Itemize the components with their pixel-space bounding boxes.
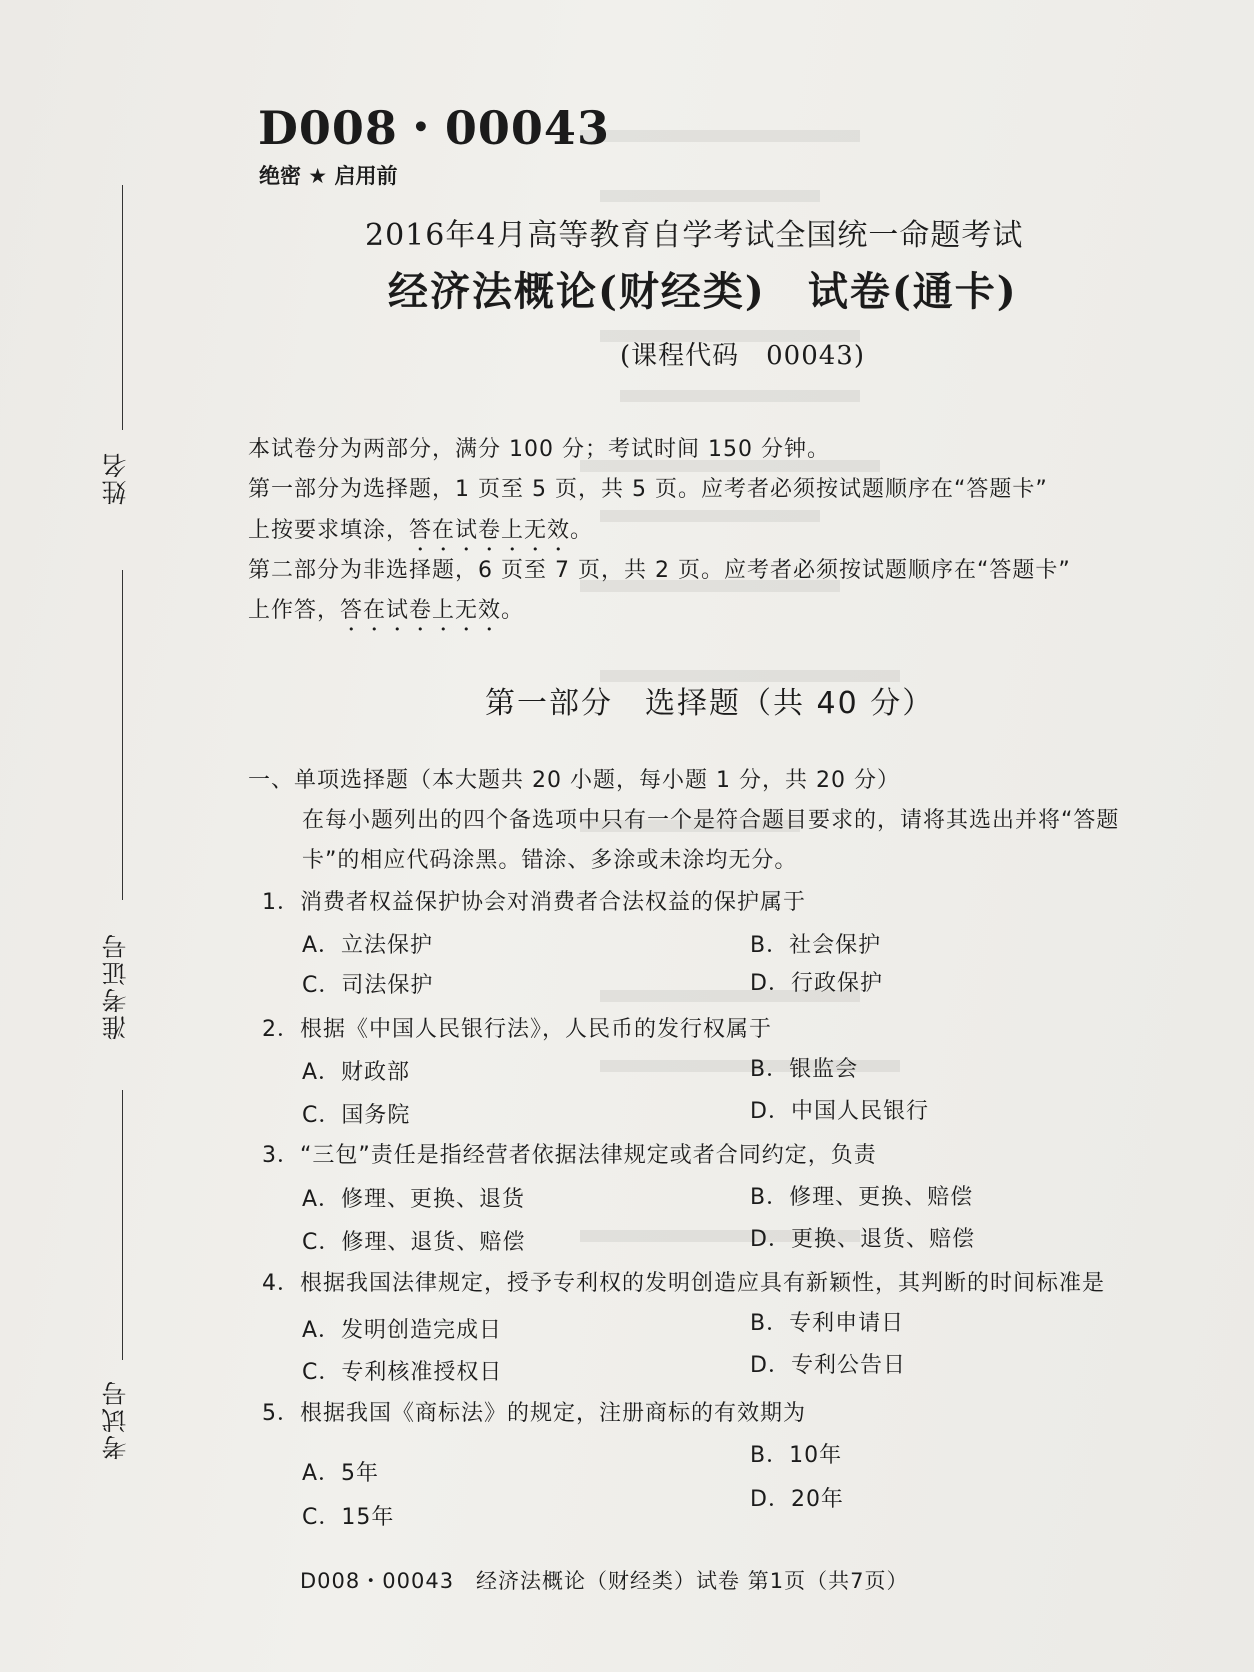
option-a: A．财政部 bbox=[302, 1060, 411, 1085]
option-c: C．国务院 bbox=[302, 1103, 411, 1128]
emphasis-text: 答在试卷上无效 bbox=[340, 598, 502, 623]
option-d: D．专利公告日 bbox=[750, 1353, 906, 1378]
intro-line bbox=[248, 513, 593, 556]
option-d: D．中国人民银行 bbox=[750, 1099, 929, 1124]
emphasis-text: 答在试卷上无效 bbox=[409, 518, 571, 543]
paper-title: 经济法概论(财经类) 试卷(通卡) bbox=[388, 268, 1018, 315]
intro-line: 本试卷分为两部分，满分 100 分；考试时间 150 分钟。 bbox=[248, 437, 830, 462]
question-stem: 2．根据《中国人民银行法》，人民币的发行权属于 bbox=[262, 1017, 772, 1042]
intro-text: 上按要求填涂， bbox=[248, 518, 410, 543]
intro-line: 第二部分为非选择题，6 页至 7 页，共 2 页。应考者必须按试题顺序在“答题卡” bbox=[248, 558, 1071, 583]
admission-label: 准考证号 bbox=[101, 932, 130, 1040]
option-a: A．5年 bbox=[302, 1461, 380, 1486]
option-b: B．修理、更换、赔偿 bbox=[750, 1185, 974, 1210]
option-d: D．行政保护 bbox=[750, 971, 883, 996]
intro-line: 第一部分为选择题，1 页至 5 页，共 5 页。应考者必须按试题顺序在“答题卡” bbox=[248, 477, 1048, 502]
option-a: A．修理、更换、退货 bbox=[302, 1187, 526, 1212]
option-c: C．修理、退货、赔偿 bbox=[302, 1230, 526, 1255]
section-heading: 一、单项选择题（本大题共 20 小题，每小题 1 分，共 20 分） bbox=[248, 768, 900, 793]
instruction-line: 在每小题列出的四个备选项中只有一个是符合题目要求的，请将其选出并将“答题 bbox=[302, 808, 1120, 833]
part-title: 第一部分 选择题（共 40 分） bbox=[485, 686, 935, 721]
option-c: C．专利核准授权日 bbox=[302, 1360, 503, 1385]
admission-write-line bbox=[122, 570, 123, 900]
page-footer: D008・00043 经济法概论（财经类）试卷 第1页（共7页） bbox=[300, 1569, 909, 1593]
option-a: A．立法保护 bbox=[302, 933, 434, 958]
option-a: A．发明创造完成日 bbox=[302, 1318, 503, 1343]
question-stem: 4．根据我国法律规定，授予专利权的发明创造应具有新颖性，其判断的时间标准是 bbox=[262, 1271, 1105, 1296]
question-stem: 3．“三包”责任是指经营者依据法律规定或者合同约定，负责 bbox=[262, 1143, 877, 1168]
intro-text: 。 bbox=[501, 598, 525, 623]
instruction-line: 卡”的相应代码涂黑。错涂、多涂或未涂均无分。 bbox=[302, 848, 798, 873]
option-b: B．社会保护 bbox=[750, 933, 882, 958]
question-stem: 5．根据我国《商标法》的规定，注册商标的有效期为 bbox=[262, 1401, 806, 1426]
option-b: B．银监会 bbox=[750, 1057, 859, 1082]
question-stem: 1．消费者权益保护协会对消费者合法权益的保护属于 bbox=[262, 890, 806, 915]
confidential-mark: 绝密 ★ 启用前 bbox=[259, 164, 398, 188]
intro-text: 。 bbox=[570, 518, 594, 543]
course-code: (课程代码 00043) bbox=[620, 341, 865, 371]
intro-text: 上作答， bbox=[248, 598, 341, 623]
name-write-line bbox=[122, 185, 123, 430]
option-d: D．更换、退货、赔偿 bbox=[750, 1227, 975, 1252]
exam-no-label: 考试号 bbox=[101, 1379, 130, 1460]
option-c: C．15年 bbox=[302, 1505, 395, 1530]
option-d: D．20年 bbox=[750, 1487, 844, 1512]
option-b: B．10年 bbox=[750, 1443, 843, 1468]
intro-line bbox=[248, 593, 524, 636]
option-c: C．司法保护 bbox=[302, 973, 434, 998]
name-field bbox=[98, 185, 138, 505]
exam-no-field bbox=[98, 1090, 138, 1460]
exam-title: 2016年4月高等教育自学考试全国统一命题考试 bbox=[365, 218, 1024, 253]
paper-code: D008・00043 bbox=[258, 101, 610, 155]
exam-no-write-line bbox=[122, 1090, 123, 1360]
name-label: 姓名 bbox=[101, 451, 130, 505]
admission-field bbox=[98, 570, 138, 1040]
option-b: B．专利申请日 bbox=[750, 1311, 905, 1336]
